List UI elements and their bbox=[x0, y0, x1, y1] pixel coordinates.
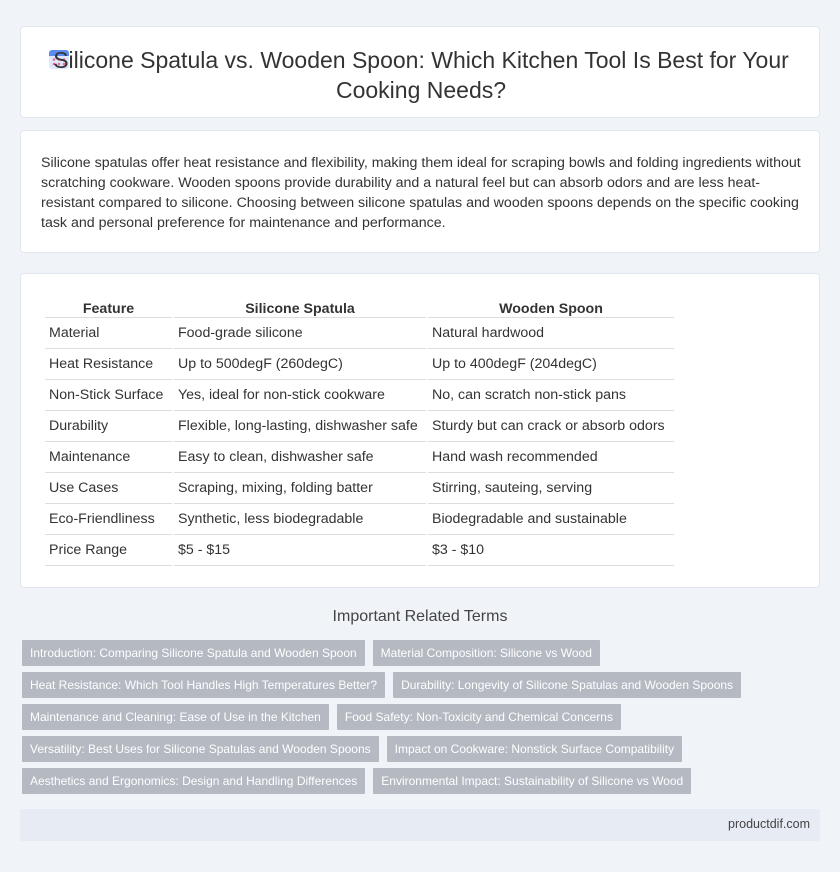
cell-feature: Price Range bbox=[45, 535, 172, 566]
related-terms-title: Important Related Terms bbox=[332, 608, 508, 625]
table-row bbox=[45, 411, 674, 442]
cell-wooden: Sturdy but can crack or absorb odors bbox=[428, 411, 674, 442]
header-card bbox=[20, 26, 820, 118]
cell-wooden: Natural hardwood bbox=[428, 318, 674, 349]
header-wooden: Wooden Spoon bbox=[428, 296, 674, 318]
table-header-row bbox=[45, 296, 674, 318]
cell-silicone: Synthetic, less biodegradable bbox=[174, 504, 426, 535]
table-row bbox=[45, 349, 674, 380]
comparison-table bbox=[43, 296, 676, 566]
cell-wooden: Stirring, sauteing, serving bbox=[428, 473, 674, 504]
cell-silicone: Yes, ideal for non-stick cookware bbox=[174, 380, 426, 411]
table-row bbox=[45, 318, 674, 349]
cell-silicone: $5 - $15 bbox=[174, 535, 426, 566]
footer-site-link[interactable]: productdif.com bbox=[728, 817, 810, 831]
table-row bbox=[45, 535, 674, 566]
cell-feature: Durability bbox=[45, 411, 172, 442]
related-term-link[interactable]: Material Composition: Silicone vs Wood bbox=[373, 640, 600, 666]
related-term-link[interactable]: Food Safety: Non-Toxicity and Chemical Concerns bbox=[337, 704, 621, 730]
header-silicone: Silicone Spatula bbox=[174, 296, 426, 318]
cell-wooden: No, can scratch non-stick pans bbox=[428, 380, 674, 411]
cell-feature: Use Cases bbox=[45, 473, 172, 504]
tag-row bbox=[22, 768, 802, 794]
tag-row bbox=[22, 704, 802, 730]
table-row bbox=[45, 442, 674, 473]
footer bbox=[20, 809, 820, 841]
related-term-link[interactable]: Versatility: Best Uses for Silicone Spatulas and Wooden Spoons bbox=[22, 736, 379, 762]
related-term-link[interactable]: Introduction: Comparing Silicone Spatula and Wooden Spoon bbox=[22, 640, 365, 666]
related-term-link[interactable]: Maintenance and Cleaning: Ease of Use in the Kitchen bbox=[22, 704, 329, 730]
cell-wooden: Biodegradable and sustainable bbox=[428, 504, 674, 535]
cell-silicone: Scraping, mixing, folding batter bbox=[174, 473, 426, 504]
table-row bbox=[45, 473, 674, 504]
cell-silicone: Food-grade silicone bbox=[174, 318, 426, 349]
cell-wooden: Hand wash recommended bbox=[428, 442, 674, 473]
header-feature: Feature bbox=[45, 296, 172, 318]
intro-card bbox=[20, 130, 820, 253]
cell-silicone: Easy to clean, dishwasher safe bbox=[174, 442, 426, 473]
cell-silicone: Up to 500degF (260degC) bbox=[174, 349, 426, 380]
cell-feature: Heat Resistance bbox=[45, 349, 172, 380]
tag-row bbox=[22, 672, 802, 698]
tag-row bbox=[22, 640, 802, 666]
cell-silicone: Flexible, long-lasting, dishwasher safe bbox=[174, 411, 426, 442]
related-term-link[interactable]: Durability: Longevity of Silicone Spatulas and Wooden Spoons bbox=[393, 672, 741, 698]
comparison-card bbox=[20, 273, 820, 588]
table-row bbox=[45, 380, 674, 411]
related-term-link[interactable]: Environmental Impact: Sustainability of Silicone vs Wood bbox=[373, 768, 691, 794]
related-term-link[interactable]: Heat Resistance: Which Tool Handles High Temperatures Better? bbox=[22, 672, 385, 698]
related-terms bbox=[22, 640, 802, 800]
cell-wooden: Up to 400degF (204degC) bbox=[428, 349, 674, 380]
page-title: Silicone Spatula vs. Wooden Spoon: Which Kitchen Tool Is Best for Your Cooking Needs? bbox=[53, 47, 789, 103]
table-row bbox=[45, 504, 674, 535]
related-term-link[interactable]: Impact on Cookware: Nonstick Surface Compatibility bbox=[387, 736, 682, 762]
related-term-link[interactable]: Aesthetics and Ergonomics: Design and Handling Differences bbox=[22, 768, 365, 794]
cell-feature: Material bbox=[45, 318, 172, 349]
cell-feature: Eco-Friendliness bbox=[45, 504, 172, 535]
cell-feature: Maintenance bbox=[45, 442, 172, 473]
intro-text: Silicone spatulas offer heat resistance and flexibility, making them ideal for scraping bowls and folding ingredients without scratching cookware. Wooden spoons provide durability and a natural feel but can absorb odors and are less heat-resistant compared to silicone. Choosing between silicone spatulas and wooden spoons depends on the specific cooking task and personal preference for maintenance and performance. bbox=[41, 155, 801, 231]
cell-wooden: $3 - $10 bbox=[428, 535, 674, 566]
cell-feature: Non-Stick Surface bbox=[45, 380, 172, 411]
tag-row bbox=[22, 736, 802, 762]
